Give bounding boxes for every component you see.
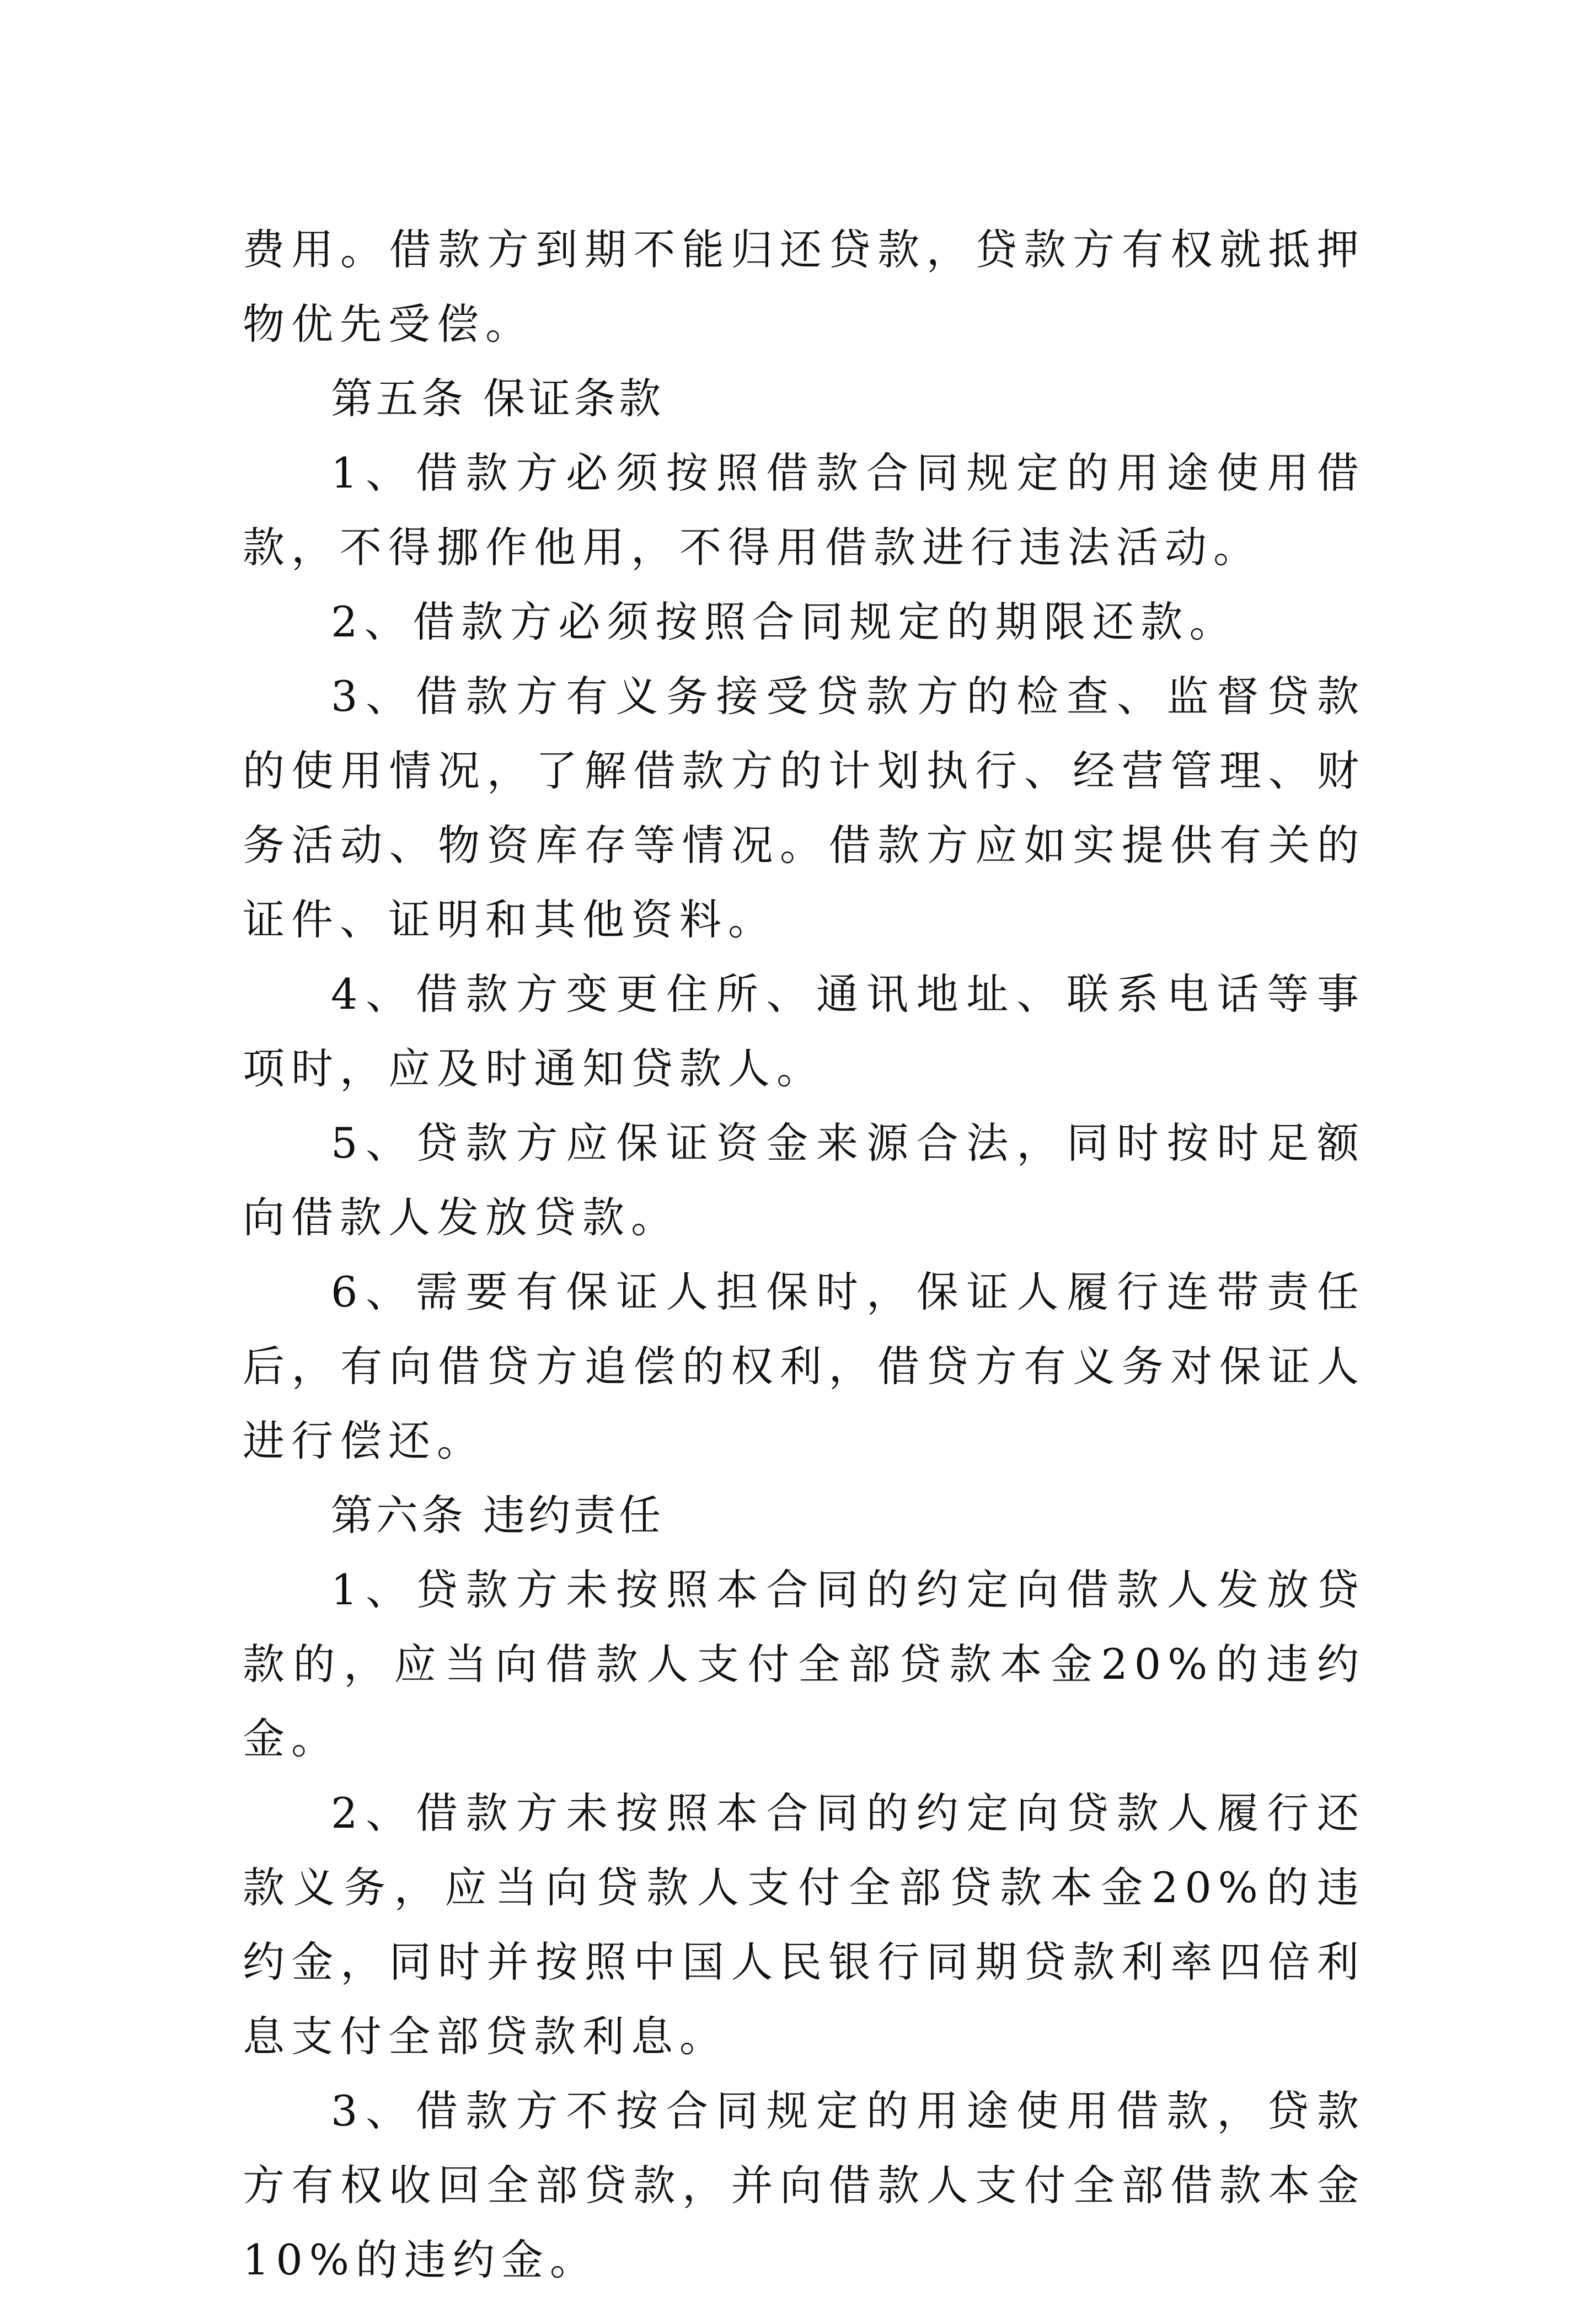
clause-5-2: 2、借款方必须按照合同规定的期限还款。 <box>331 597 1238 646</box>
clause-5-6: 6、需要有保证人担保时，保证人履行连带责任后，有向借贷方追偿的权利，借贷方有义务对保证人进行偿还。 <box>243 1267 1365 1465</box>
clause-6-3: 3、借款方不按合同规定的用途使用借款，贷款方有权收回全部贷款，并向借款人支付全部借款本金10%的违约金。 <box>243 2086 1365 2284</box>
clause-5-5: 5、贷款方应保证资金来源合法，同时按时足额向借款人发放贷款。 <box>243 1118 1365 1242</box>
clause-5-3: 3、借款方有义务接受贷款方的检查、监督贷款的使用情况，了解借款方的计划执行、经营管理、财务活动、物资库存等情况。借款方应如实提供有关的证件、证明和其他资料。 <box>243 672 1365 944</box>
clause-5-1: 1、借款方必须按照借款合同规定的用途使用借款，不得挪作他用，不得用借款进行违法活动。 <box>243 448 1365 572</box>
document-body <box>243 212 1365 2297</box>
section-heading-article-6: 第六条 违约责任 <box>331 1491 665 1540</box>
clause-6-1: 1、贷款方未按照本合同的约定向借款人发放贷款的，应当向借款人支付全部贷款本金20%的违约金。 <box>243 1565 1365 1763</box>
section-heading-article-5: 第五条 保证条款 <box>331 374 665 423</box>
paragraph-continuation: 费用。借款方到期不能归还贷款，贷款方有权就抵押物优先受偿。 <box>243 225 1365 349</box>
clause-6-2: 2、借款方未按照本合同的约定向贷款人履行还款义务，应当向贷款人支付全部贷款本金20%的违约金，同时并按照中国人民银行同期贷款利率四倍利息支付全部贷款利息。 <box>243 1789 1365 2061</box>
clause-5-4: 4、借款方变更住所、通讯地址、联系电话等事项时，应及时通知贷款人。 <box>243 970 1365 1093</box>
